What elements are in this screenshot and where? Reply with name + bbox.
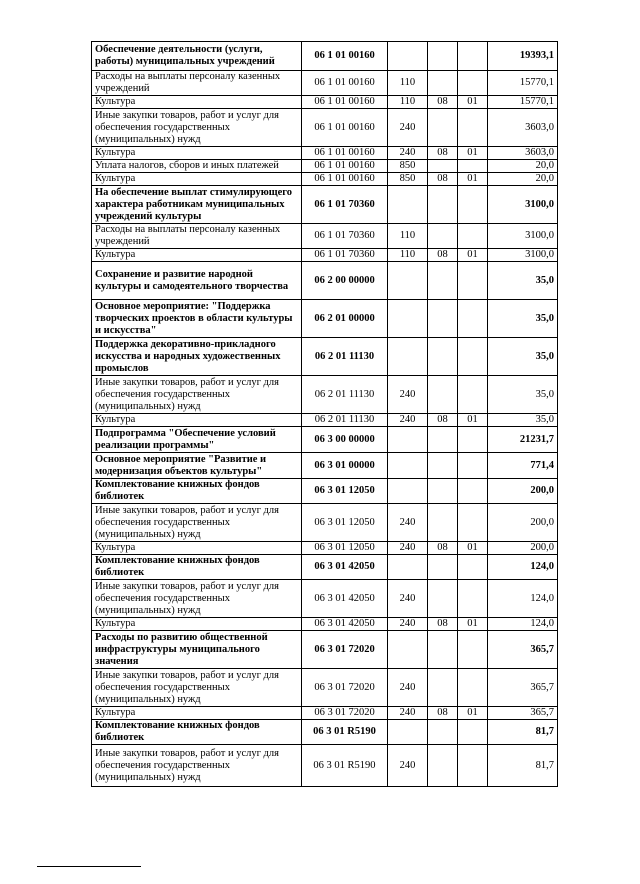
row-target-code: 06 1 01 00160 [302,42,388,71]
row-name: Расходы по развитию общественной инфраструктуры муниципального значения [92,631,302,669]
row-subsection [458,338,488,376]
row-expense-type: 240 [388,147,428,160]
row-expense-type [388,338,428,376]
row-subsection [458,71,488,96]
row-amount: 15770,1 [488,71,558,96]
row-target-code: 06 3 01 72020 [302,707,388,720]
table-row [92,96,558,109]
table-row [92,173,558,186]
row-name: Культура [92,707,302,720]
table-row [92,479,558,504]
row-expense-type [388,262,428,300]
row-name: Поддержка декоративно-прикладного искусства и народных художественных промыслов [92,338,302,376]
row-expense-type [388,479,428,504]
row-target-code: 06 1 01 00160 [302,160,388,173]
row-name: Иные закупки товаров, работ и услуг для обеспечения государственных (муниципальных) нужд [92,745,302,787]
table-row [92,376,558,414]
table-row [92,42,558,71]
table-row [92,71,558,96]
row-subsection: 01 [458,414,488,427]
row-expense-type: 850 [388,160,428,173]
row-target-code: 06 1 01 00160 [302,109,388,147]
row-name: Иные закупки товаров, работ и услуг для обеспечения государственных (муниципальных) нужд [92,376,302,414]
row-expense-type: 240 [388,707,428,720]
row-name: Иные закупки товаров, работ и услуг для обеспечения государственных (муниципальных) нужд [92,504,302,542]
row-amount: 124,0 [488,555,558,580]
row-target-code: 06 2 00 00000 [302,262,388,300]
table-row [92,160,558,173]
row-target-code: 06 1 01 00160 [302,71,388,96]
budget-table [91,41,558,787]
row-expense-type: 240 [388,414,428,427]
row-target-code: 06 1 01 00160 [302,147,388,160]
row-expense-type: 110 [388,224,428,249]
row-name: Культура [92,618,302,631]
row-name: Расходы на выплаты персоналу казенных учреждений [92,224,302,249]
row-name: Обеспечение деятельности (услуги, работы) муниципальных учреждений [92,42,302,71]
table-row [92,631,558,669]
row-name: Культура [92,249,302,262]
row-amount: 15770,1 [488,96,558,109]
row-target-code: 06 1 01 70360 [302,186,388,224]
row-subsection: 01 [458,249,488,262]
row-target-code: 06 2 01 00000 [302,300,388,338]
row-amount: 81,7 [488,745,558,787]
table-row [92,669,558,707]
row-expense-type: 110 [388,96,428,109]
row-subsection [458,580,488,618]
row-target-code: 06 2 01 11130 [302,376,388,414]
row-expense-type [388,186,428,224]
row-expense-type [388,631,428,669]
row-name: Подпрограмма "Обеспечение условий реализации программы" [92,427,302,453]
row-subsection [458,109,488,147]
row-subsection [458,669,488,707]
row-expense-type: 240 [388,580,428,618]
row-target-code: 06 3 01 12050 [302,504,388,542]
row-amount: 365,7 [488,669,558,707]
row-amount: 200,0 [488,542,558,555]
row-section [428,262,458,300]
table-row [92,618,558,631]
row-subsection [458,376,488,414]
row-subsection: 01 [458,96,488,109]
row-name: Иные закупки товаров, работ и услуг для обеспечения государственных (муниципальных) нужд [92,669,302,707]
row-section [428,71,458,96]
row-amount: 21231,7 [488,427,558,453]
row-name: Культура [92,96,302,109]
row-expense-type [388,555,428,580]
row-target-code: 06 3 01 72020 [302,669,388,707]
row-amount: 124,0 [488,580,558,618]
table-row [92,542,558,555]
row-target-code: 06 2 01 11130 [302,414,388,427]
row-subsection: 01 [458,618,488,631]
row-amount: 3100,0 [488,249,558,262]
row-subsection [458,160,488,173]
table-row [92,300,558,338]
row-target-code: 06 1 01 70360 [302,224,388,249]
row-section [428,745,458,787]
row-name: Основное мероприятие: "Поддержка творческих проектов в области культуры и искусства" [92,300,302,338]
row-section [428,427,458,453]
row-amount: 20,0 [488,173,558,186]
row-amount: 3603,0 [488,147,558,160]
row-target-code: 06 3 01 42050 [302,555,388,580]
row-target-code: 06 3 01 12050 [302,542,388,555]
table-row [92,427,558,453]
row-section [428,504,458,542]
row-section: 08 [428,707,458,720]
table-row [92,338,558,376]
row-subsection [458,479,488,504]
row-name: Расходы на выплаты персоналу казенных учреждений [92,71,302,96]
table-row [92,555,558,580]
row-name: Культура [92,173,302,186]
table-row [92,720,558,745]
row-section [428,224,458,249]
row-name: Комплектование книжных фондов библиотек [92,479,302,504]
row-section: 08 [428,249,458,262]
row-target-code: 06 1 01 70360 [302,249,388,262]
row-target-code: 06 3 01 72020 [302,631,388,669]
row-amount: 35,0 [488,262,558,300]
row-expense-type [388,427,428,453]
row-expense-type [388,720,428,745]
table-row [92,186,558,224]
row-section [428,555,458,580]
row-section [428,109,458,147]
row-expense-type: 240 [388,669,428,707]
row-target-code: 06 3 00 00000 [302,427,388,453]
row-target-code: 06 1 01 00160 [302,96,388,109]
table-row [92,224,558,249]
row-amount: 20,0 [488,160,558,173]
row-subsection: 01 [458,147,488,160]
row-target-code: 06 3 01 R5190 [302,720,388,745]
row-section [428,453,458,479]
row-subsection [458,262,488,300]
row-section [428,186,458,224]
row-subsection [458,745,488,787]
row-section [428,160,458,173]
row-name: Культура [92,147,302,160]
row-amount: 81,7 [488,720,558,745]
row-expense-type: 240 [388,504,428,542]
table-row [92,262,558,300]
table-row [92,745,558,787]
row-subsection [458,555,488,580]
row-amount: 771,4 [488,453,558,479]
row-subsection [458,453,488,479]
table-row [92,147,558,160]
row-expense-type: 240 [388,618,428,631]
row-amount: 35,0 [488,300,558,338]
row-name: Уплата налогов, сборов и иных платежей [92,160,302,173]
row-subsection [458,42,488,71]
row-subsection [458,504,488,542]
row-target-code: 06 3 01 R5190 [302,745,388,787]
row-subsection [458,186,488,224]
row-expense-type: 240 [388,109,428,147]
row-section: 08 [428,173,458,186]
row-section [428,631,458,669]
row-name: Основное мероприятие "Развитие и модернизация объектов культуры" [92,453,302,479]
row-target-code: 06 3 01 42050 [302,580,388,618]
row-subsection [458,300,488,338]
row-target-code: 06 3 01 12050 [302,479,388,504]
row-section [428,338,458,376]
row-subsection: 01 [458,173,488,186]
row-section: 08 [428,542,458,555]
row-subsection [458,631,488,669]
table-row [92,109,558,147]
row-name: Иные закупки товаров, работ и услуг для обеспечения государственных (муниципальных) нужд [92,109,302,147]
row-amount: 200,0 [488,479,558,504]
row-amount: 3603,0 [488,109,558,147]
row-amount: 3100,0 [488,224,558,249]
row-name: Культура [92,542,302,555]
table-row [92,249,558,262]
row-amount: 3100,0 [488,186,558,224]
row-amount: 35,0 [488,338,558,376]
row-name: Комплектование книжных фондов библиотек [92,555,302,580]
row-target-code: 06 3 01 00000 [302,453,388,479]
row-expense-type [388,453,428,479]
row-name: Комплектование книжных фондов библиотек [92,720,302,745]
row-expense-type: 850 [388,173,428,186]
row-amount: 365,7 [488,631,558,669]
row-subsection: 01 [458,707,488,720]
row-section: 08 [428,414,458,427]
row-subsection: 01 [458,542,488,555]
row-section [428,580,458,618]
row-subsection [458,427,488,453]
row-name: На обеспечение выплат стимулирующего характера работникам муниципальных учреждений культуры [92,186,302,224]
table-row [92,580,558,618]
row-expense-type: 110 [388,71,428,96]
row-section [428,720,458,745]
row-name: Иные закупки товаров, работ и услуг для обеспечения государственных (муниципальных) нужд [92,580,302,618]
row-name: Сохранение и развитие народной культуры и самодеятельного творчества [92,262,302,300]
table-row [92,414,558,427]
row-target-code: 06 3 01 42050 [302,618,388,631]
row-amount: 200,0 [488,504,558,542]
table-row [92,453,558,479]
row-section [428,479,458,504]
row-section [428,669,458,707]
row-section [428,300,458,338]
row-section: 08 [428,96,458,109]
row-section [428,42,458,71]
row-subsection [458,224,488,249]
row-expense-type: 240 [388,745,428,787]
row-expense-type [388,300,428,338]
row-section [428,376,458,414]
table-row [92,707,558,720]
row-name: Культура [92,414,302,427]
row-expense-type: 240 [388,542,428,555]
row-amount: 35,0 [488,376,558,414]
row-expense-type: 240 [388,376,428,414]
row-target-code: 06 2 01 11130 [302,338,388,376]
row-target-code: 06 1 01 00160 [302,173,388,186]
row-subsection [458,720,488,745]
table-body [92,42,558,787]
row-amount: 19393,1 [488,42,558,71]
row-section: 08 [428,147,458,160]
footnote-separator [37,866,141,867]
row-amount: 35,0 [488,414,558,427]
row-expense-type: 110 [388,249,428,262]
table-row [92,504,558,542]
row-expense-type [388,42,428,71]
row-section: 08 [428,618,458,631]
row-amount: 124,0 [488,618,558,631]
row-amount: 365,7 [488,707,558,720]
